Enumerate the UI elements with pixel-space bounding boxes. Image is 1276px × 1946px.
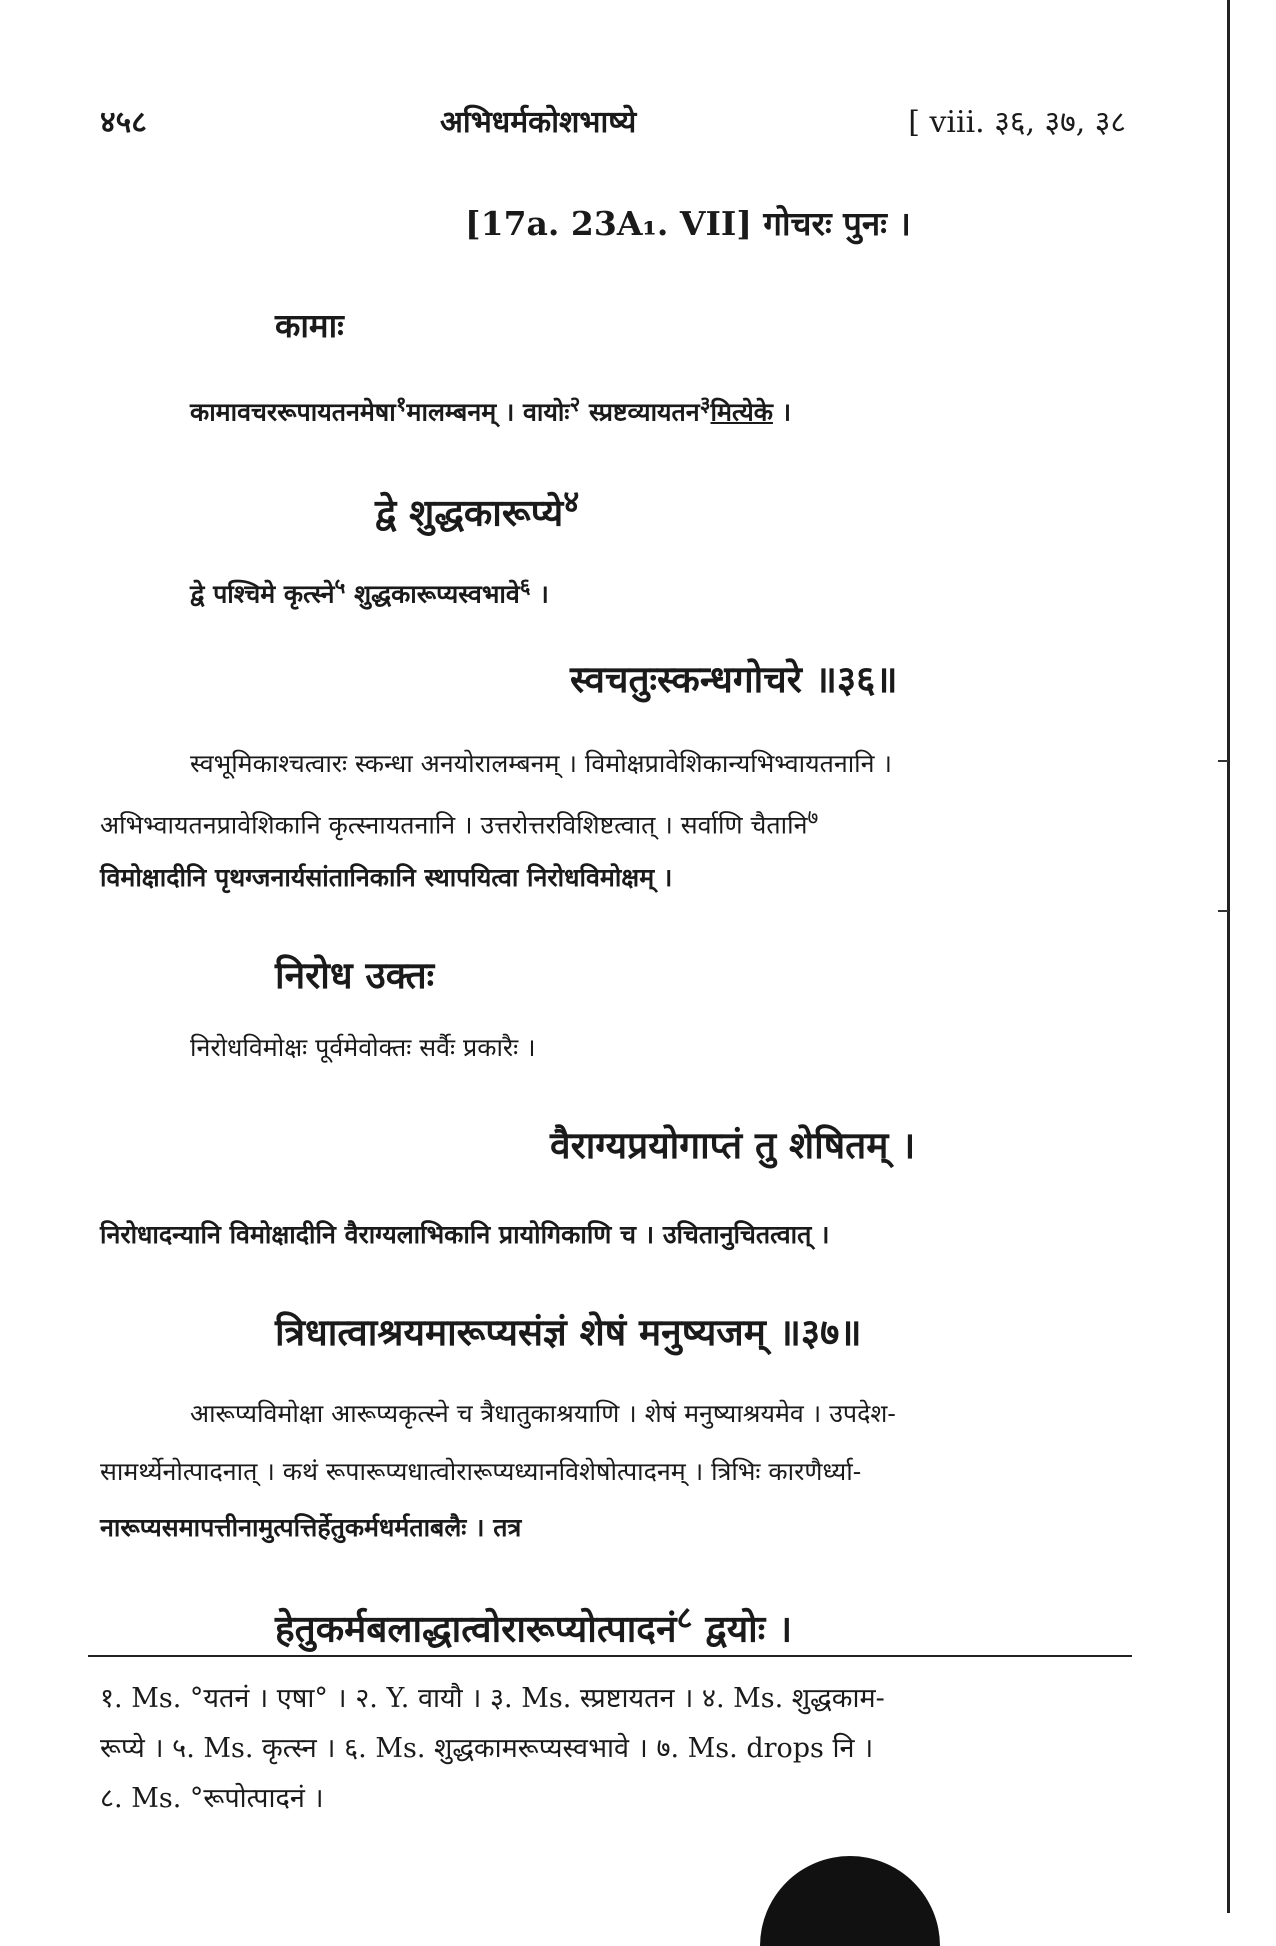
- verse-heading: कामाः: [275, 306, 344, 345]
- commentary-line: निरोधविमोक्षः पूर्वमेवोक्तः सर्वैः प्रकारैः ।: [190, 1033, 536, 1062]
- page-edge-line: [1227, 0, 1230, 1913]
- commentary-line: [190, 572, 549, 610]
- text-span: द्वे पश्चिमे कृत्स्ने: [190, 579, 335, 609]
- footnote-line: रूप्ये । ५. Ms. कृत्स्न । ६. Ms. शुद्धकामरूप्यस्वभावे । ७. Ms. drops नि ।: [100, 1733, 874, 1764]
- page-header: [100, 100, 1126, 150]
- page-edge-mark: [1218, 760, 1228, 762]
- text-span: द्वे शुद्धकारूप्ये: [375, 490, 564, 535]
- section-reference: [ viii. ३६, ३७, ३८: [908, 105, 1126, 140]
- text-span: मालम्बनम् । वायोः: [406, 397, 570, 427]
- running-title: अभिधर्मकोशभाष्ये: [440, 105, 637, 140]
- text-span: ।: [530, 579, 549, 609]
- footnote-marker: १: [395, 391, 407, 416]
- footnote-marker: २: [569, 391, 581, 416]
- underlined-text: मित्येके: [710, 397, 773, 427]
- text-span: अभिभ्वायतनप्रावेशिकानि कृत्स्नायतनानि । उत्तरोत्तरविशिष्टत्वात् । सर्वाणि चैतानि: [100, 810, 808, 840]
- footnote-marker: ५: [334, 573, 346, 598]
- commentary-line: सामर्थ्येनोत्पादनात् । कथं रूपारूप्यधात्वोरारूप्यध्यानविशेषोत्पादनम् । त्रिभिः कारणैर्ध्या-: [100, 1457, 862, 1486]
- text-span: स्प्रष्टव्यायतन: [580, 397, 700, 427]
- verse-line: वैराग्यप्रयोगाप्तं तु शेषितम् ।: [550, 1123, 916, 1167]
- verse-line: स्वचतुःस्कन्धगोचरे ॥३६॥: [570, 657, 898, 701]
- footnote-divider: [88, 1655, 1132, 1657]
- commentary-line: स्वभूमिकाश्चत्वारः स्कन्धा अनयोरालम्बनम् । विमोक्षप्रावेशिकान्यभिभ्वायतनानि ।: [190, 749, 892, 778]
- text-span: द्वयोः ।: [692, 1606, 793, 1651]
- commentary-line: निरोधादन्यानि विमोक्षादीनि वैराग्यलाभिकानि प्रायोगिकाणि च । उचितानुचितत्वात् ।: [100, 1220, 830, 1249]
- verse-line: [375, 480, 579, 536]
- page-edge-mark: [1218, 910, 1228, 912]
- footnote-line: १. Ms. °यतनं । एषा° । २. Y. वायौ । ३. Ms. स्प्रष्टायतन । ४. Ms. शुद्धकाम-: [100, 1683, 885, 1714]
- page-number: ४५८: [100, 105, 147, 140]
- commentary-line: [100, 803, 818, 841]
- footnote-marker: ४: [563, 484, 580, 520]
- footnote-line: ८. Ms. °रूपोत्पादनं ।: [100, 1783, 324, 1814]
- text-span: कामावचररूपायतनमेषा: [190, 397, 396, 427]
- footnote-marker: ७: [807, 805, 819, 829]
- commentary-line: [190, 390, 791, 428]
- text-span: शुद्धकारूप्यस्वभावे: [345, 579, 520, 609]
- text-span: ।: [772, 397, 792, 427]
- commentary-line: नारूप्यसमापत्तीनामुत्पत्तिर्हेतुकर्मधर्मताबलैः । तत्र: [100, 1513, 522, 1542]
- footnote-marker: ८: [676, 1600, 693, 1636]
- commentary-line: आरूप्यविमोक्षा आरूप्यकृत्स्ने च त्रैधातुकाश्रयाणि । शेषं मनुष्याश्रयमेव । उपदेश-: [190, 1399, 896, 1428]
- verse-heading: निरोध उक्तः: [275, 953, 435, 997]
- verse-line: [17a. 23A₁. VII] गोचरः पुनः ।: [465, 204, 911, 243]
- commentary-line: विमोक्षादीनि पृथग्जनार्यसांतानिकानि स्थापयित्वा निरोधविमोक्षम् ।: [100, 863, 673, 892]
- footnote-marker: ६: [519, 573, 531, 598]
- text-span: हेतुकर्मबलाद्धात्वोरारूप्योत्पादनं: [275, 1606, 677, 1651]
- scan-blot: [760, 1856, 940, 1946]
- footnote-marker: ३: [699, 391, 711, 416]
- verse-line: त्रिधात्वाश्रयमारूप्यसंज्ञं शेषं मनुष्यजम् ॥३७॥: [275, 1310, 862, 1354]
- verse-line: [275, 1596, 792, 1652]
